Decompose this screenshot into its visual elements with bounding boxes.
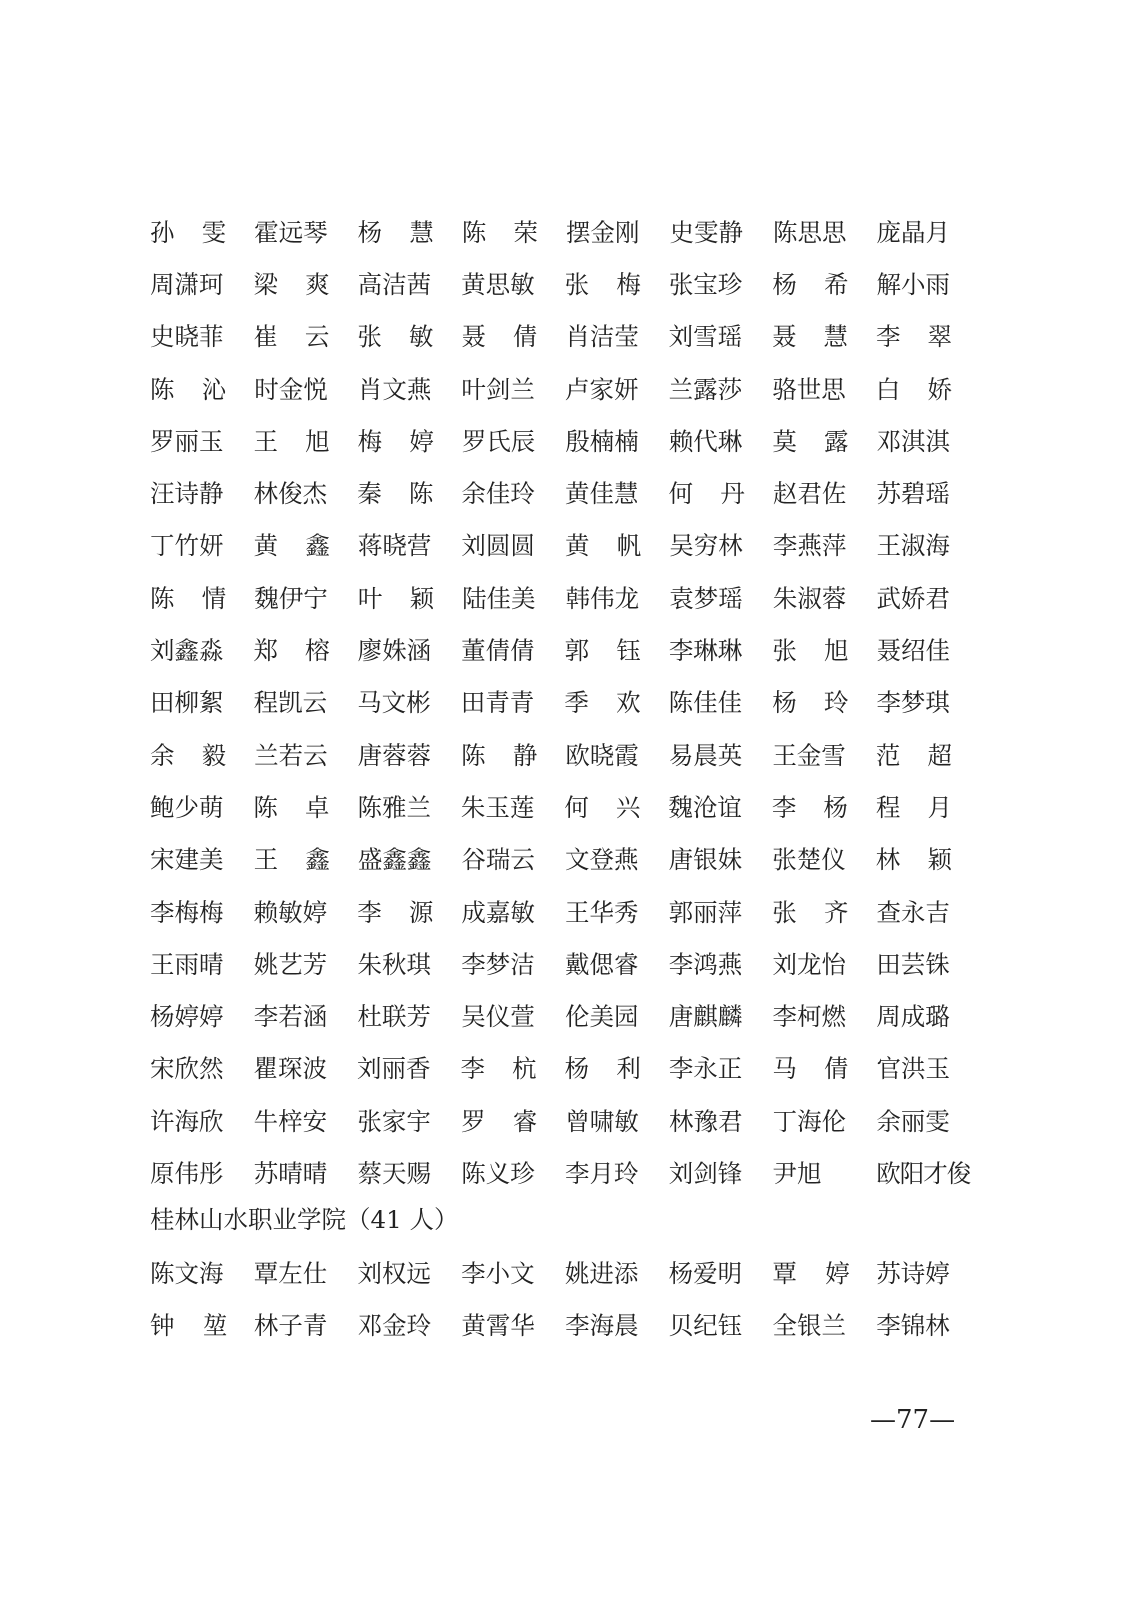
name-entry: 姚进添	[564, 1258, 639, 1288]
name-entry: 邓金玲	[357, 1310, 432, 1340]
name-entry: 罗 睿	[461, 1106, 538, 1136]
name-row	[150, 466, 980, 518]
name-entry: 苏晴晴	[253, 1158, 328, 1188]
name-entry: 何 丹	[668, 479, 745, 509]
name-entry: 聂 倩	[461, 322, 538, 352]
name-entry: 周潇珂	[150, 269, 224, 299]
name-entry: 李若涵	[253, 1002, 328, 1032]
name-entry: 李小文	[461, 1258, 535, 1288]
name-entry: 周成璐	[876, 1002, 950, 1032]
name-entry: 刘龙怡	[772, 949, 846, 979]
name-entry: 卢家妍	[565, 374, 639, 404]
name-entry: 谷瑞云	[461, 845, 535, 875]
name-entry: 王 鑫	[253, 845, 330, 875]
name-entry: 刘剑锋	[668, 1158, 743, 1188]
name-row	[150, 676, 980, 728]
name-entry: 解小雨	[876, 269, 950, 299]
name-entry: 李琳琳	[668, 636, 743, 666]
name-entry: 武娇君	[876, 583, 950, 613]
name-entry: 钟 堃	[150, 1310, 228, 1340]
name-row	[150, 1146, 980, 1198]
name-entry: 陆佳美	[462, 583, 536, 613]
name-entry: 陈 沁	[150, 374, 227, 404]
name-entry: 袁梦瑶	[669, 583, 743, 613]
name-entry: 原伟彤	[150, 1158, 224, 1188]
name-entry: 余 毅	[150, 740, 227, 770]
name-entry: 叶 颖	[357, 583, 435, 613]
name-list-block-2	[150, 1246, 980, 1351]
name-entry: 殷楠楠	[565, 426, 639, 456]
name-entry: 李燕萍	[772, 531, 847, 561]
name-entry: 摆金刚	[565, 217, 640, 247]
name-entry: 马 倩	[772, 1054, 849, 1084]
section-heading: 桂林山水职业学院（41 人）	[150, 1205, 459, 1234]
name-entry: 王金雪	[772, 740, 846, 770]
name-entry: 李梅梅	[150, 897, 224, 927]
name-entry: 陈 静	[461, 740, 538, 770]
name-entry: 尹旭	[772, 1158, 822, 1188]
name-entry: 张 敏	[357, 322, 434, 352]
name-entry: 黄思敏	[461, 269, 535, 299]
name-entry: 张楚仪	[772, 845, 846, 875]
name-entry: 李梦琪	[876, 688, 950, 718]
name-entry: 黄 帆	[565, 531, 642, 561]
name-entry: 肖洁莹	[565, 322, 639, 352]
name-entry: 聂绍佳	[876, 636, 950, 666]
name-row	[150, 833, 980, 885]
name-row	[150, 519, 980, 571]
name-entry: 郭 钰	[564, 636, 641, 666]
name-entry: 伦美园	[565, 1002, 639, 1032]
name-entry: 唐蓉蓉	[357, 740, 432, 770]
name-row	[150, 362, 980, 414]
name-entry: 杨 慧	[357, 217, 434, 247]
name-entry: 聂 慧	[771, 322, 848, 352]
name-entry: 欧阳才俊	[876, 1158, 971, 1188]
name-entry: 田青青	[460, 688, 535, 718]
name-entry: 崔 云	[253, 322, 330, 352]
name-entry: 郭丽萍	[668, 897, 743, 927]
name-entry: 秦 陈	[357, 479, 434, 509]
name-entry: 覃左仕	[253, 1258, 328, 1288]
name-entry: 李 杭	[460, 1054, 537, 1084]
name-entry: 白 娇	[875, 374, 953, 404]
name-row	[150, 1298, 980, 1350]
name-list-block-1	[150, 205, 980, 1199]
name-entry: 韩伟龙	[565, 583, 640, 613]
name-entry: 李锦林	[876, 1310, 950, 1340]
name-entry: 程 月	[875, 792, 952, 822]
name-entry: 陈义珍	[461, 1158, 535, 1188]
name-entry: 李梦洁	[461, 949, 535, 979]
name-entry: 张家宇	[357, 1106, 431, 1136]
name-entry: 陈 卓	[253, 792, 330, 822]
name-entry: 林豫君	[668, 1106, 743, 1136]
name-entry: 林俊杰	[253, 479, 328, 509]
name-row	[150, 205, 980, 257]
name-entry: 鲍少萌	[150, 792, 224, 822]
name-entry: 庞晶月	[876, 217, 950, 247]
name-entry: 廖姝涵	[357, 636, 432, 666]
name-entry: 汪诗静	[150, 479, 224, 509]
name-row	[150, 728, 980, 780]
name-entry: 杨婷婷	[150, 1002, 224, 1032]
name-entry: 吴穷林	[669, 531, 743, 561]
name-entry: 李海晨	[565, 1310, 639, 1340]
name-entry: 刘鑫淼	[150, 636, 224, 666]
name-entry: 苏诗婷	[876, 1258, 950, 1288]
name-entry: 董倩倩	[461, 636, 535, 666]
name-entry: 覃 婷	[772, 1258, 850, 1288]
name-entry: 官洪玉	[876, 1054, 950, 1084]
name-entry: 梅 婷	[357, 426, 434, 456]
name-entry: 兰若云	[254, 740, 328, 770]
name-entry: 叶剑兰	[461, 374, 535, 404]
name-entry: 罗氏辰	[461, 426, 536, 456]
name-entry: 魏沧谊	[668, 792, 742, 822]
name-entry: 程凯云	[253, 688, 328, 718]
name-entry: 瞿琛波	[253, 1054, 327, 1084]
name-entry: 李柯燃	[772, 1002, 846, 1032]
name-entry: 梁 爽	[253, 269, 330, 299]
name-entry: 陈思思	[772, 217, 847, 247]
name-row	[150, 885, 980, 937]
name-row	[150, 310, 980, 362]
name-entry: 林子青	[253, 1310, 328, 1340]
name-entry: 赖代琳	[668, 426, 743, 456]
name-entry: 贝纪钰	[668, 1310, 743, 1340]
name-entry: 王雨晴	[150, 949, 224, 979]
name-entry: 兰露莎	[668, 374, 743, 404]
name-entry: 丁海伦	[772, 1106, 847, 1136]
name-entry: 赖敏婷	[253, 897, 328, 927]
name-entry: 杨 希	[772, 269, 849, 299]
name-entry: 王 旭	[253, 426, 330, 456]
name-entry: 姚艺芳	[253, 949, 328, 979]
name-row	[150, 937, 980, 989]
name-entry: 李月玲	[565, 1158, 639, 1188]
name-entry: 余丽雯	[876, 1106, 950, 1136]
name-row	[150, 414, 980, 466]
name-entry: 唐麒麟	[668, 1002, 743, 1032]
name-entry: 骆世思	[772, 374, 846, 404]
name-entry: 朱玉莲	[460, 792, 535, 822]
name-entry: 丁竹妍	[150, 531, 224, 561]
name-row	[150, 1246, 980, 1298]
name-entry: 莫 露	[772, 426, 849, 456]
name-entry: 李 源	[357, 897, 434, 927]
name-entry: 何 兴	[564, 792, 641, 822]
name-entry: 唐银妹	[668, 845, 743, 875]
name-entry: 田柳絮	[150, 688, 224, 718]
name-entry: 易晨英	[668, 740, 743, 770]
name-entry: 欧晓霞	[565, 740, 639, 770]
name-entry: 陈雅兰	[357, 792, 431, 822]
name-entry: 蔡天赐	[357, 1158, 431, 1188]
name-entry: 刘雪瑶	[668, 322, 743, 352]
name-row	[150, 1042, 980, 1094]
name-entry: 宋建美	[150, 845, 224, 875]
name-entry: 田芸铢	[876, 949, 950, 979]
name-entry: 李永正	[668, 1054, 743, 1084]
name-entry: 肖文燕	[357, 374, 432, 404]
name-entry: 赵君佐	[772, 479, 847, 509]
name-entry: 史雯静	[669, 217, 743, 247]
name-entry: 蒋晓营	[357, 531, 432, 561]
name-entry: 邓淇淇	[876, 426, 950, 456]
name-entry: 罗丽玉	[150, 426, 224, 456]
name-entry: 全银兰	[772, 1310, 847, 1340]
name-entry: 杜联芳	[357, 1002, 431, 1032]
name-entry: 黄 鑫	[253, 531, 330, 561]
name-entry: 盛鑫鑫	[357, 845, 432, 875]
name-entry: 文登燕	[565, 845, 639, 875]
name-entry: 杨 利	[564, 1054, 641, 1084]
name-entry: 陈 荣	[461, 217, 538, 247]
name-entry: 曾啸敏	[565, 1106, 639, 1136]
name-entry: 刘权远	[357, 1258, 431, 1288]
name-entry: 牛梓安	[253, 1106, 328, 1136]
name-entry: 霍远琴	[254, 217, 328, 247]
name-entry: 黄佳慧	[565, 479, 639, 509]
name-entry: 张 齐	[772, 897, 849, 927]
name-entry: 吴仪萱	[461, 1002, 535, 1032]
name-entry: 成嘉敏	[461, 897, 535, 927]
name-entry: 史晓菲	[150, 322, 224, 352]
name-entry: 高洁茜	[357, 269, 432, 299]
name-entry: 魏伊宁	[254, 583, 328, 613]
name-row	[150, 989, 980, 1041]
name-entry: 陈 情	[150, 583, 227, 613]
page-number: —77—	[870, 1405, 956, 1435]
name-entry: 陈文海	[150, 1258, 224, 1288]
name-entry: 范 超	[875, 740, 952, 770]
name-entry: 杨 玲	[772, 688, 849, 718]
name-entry: 张 梅	[564, 269, 641, 299]
name-entry: 朱淑蓉	[772, 583, 847, 613]
name-entry: 黄霄华	[461, 1310, 535, 1340]
name-entry: 杨爱明	[668, 1258, 743, 1288]
name-entry: 王华秀	[565, 897, 639, 927]
name-row	[150, 1094, 980, 1146]
name-entry: 王淑海	[876, 531, 950, 561]
name-entry: 李鸿燕	[668, 949, 743, 979]
name-entry: 朱秋琪	[357, 949, 431, 979]
name-entry: 时金悦	[254, 374, 328, 404]
name-entry: 刘圆圆	[461, 531, 535, 561]
name-entry: 宋欣然	[150, 1054, 224, 1084]
name-entry: 郑 榕	[253, 636, 330, 666]
name-row	[150, 623, 980, 675]
name-entry: 陈佳佳	[668, 688, 743, 718]
name-entry: 查永吉	[876, 897, 950, 927]
name-entry: 许海欣	[150, 1106, 224, 1136]
name-entry: 李 翠	[876, 322, 953, 352]
name-entry: 张 旭	[772, 636, 849, 666]
name-entry: 刘丽香	[357, 1054, 431, 1084]
name-entry: 张宝珍	[668, 269, 743, 299]
name-entry: 马文彬	[357, 688, 431, 718]
name-entry: 戴偲睿	[565, 949, 639, 979]
name-entry: 苏碧瑶	[876, 479, 950, 509]
name-row	[150, 571, 980, 623]
name-row	[150, 257, 980, 309]
name-entry: 李 杨	[771, 792, 848, 822]
name-row	[150, 780, 980, 832]
name-entry: 季 欢	[564, 688, 641, 718]
name-entry: 余佳玲	[461, 479, 535, 509]
name-entry: 孙 雯	[150, 217, 227, 247]
name-entry: 林 颖	[875, 845, 953, 875]
